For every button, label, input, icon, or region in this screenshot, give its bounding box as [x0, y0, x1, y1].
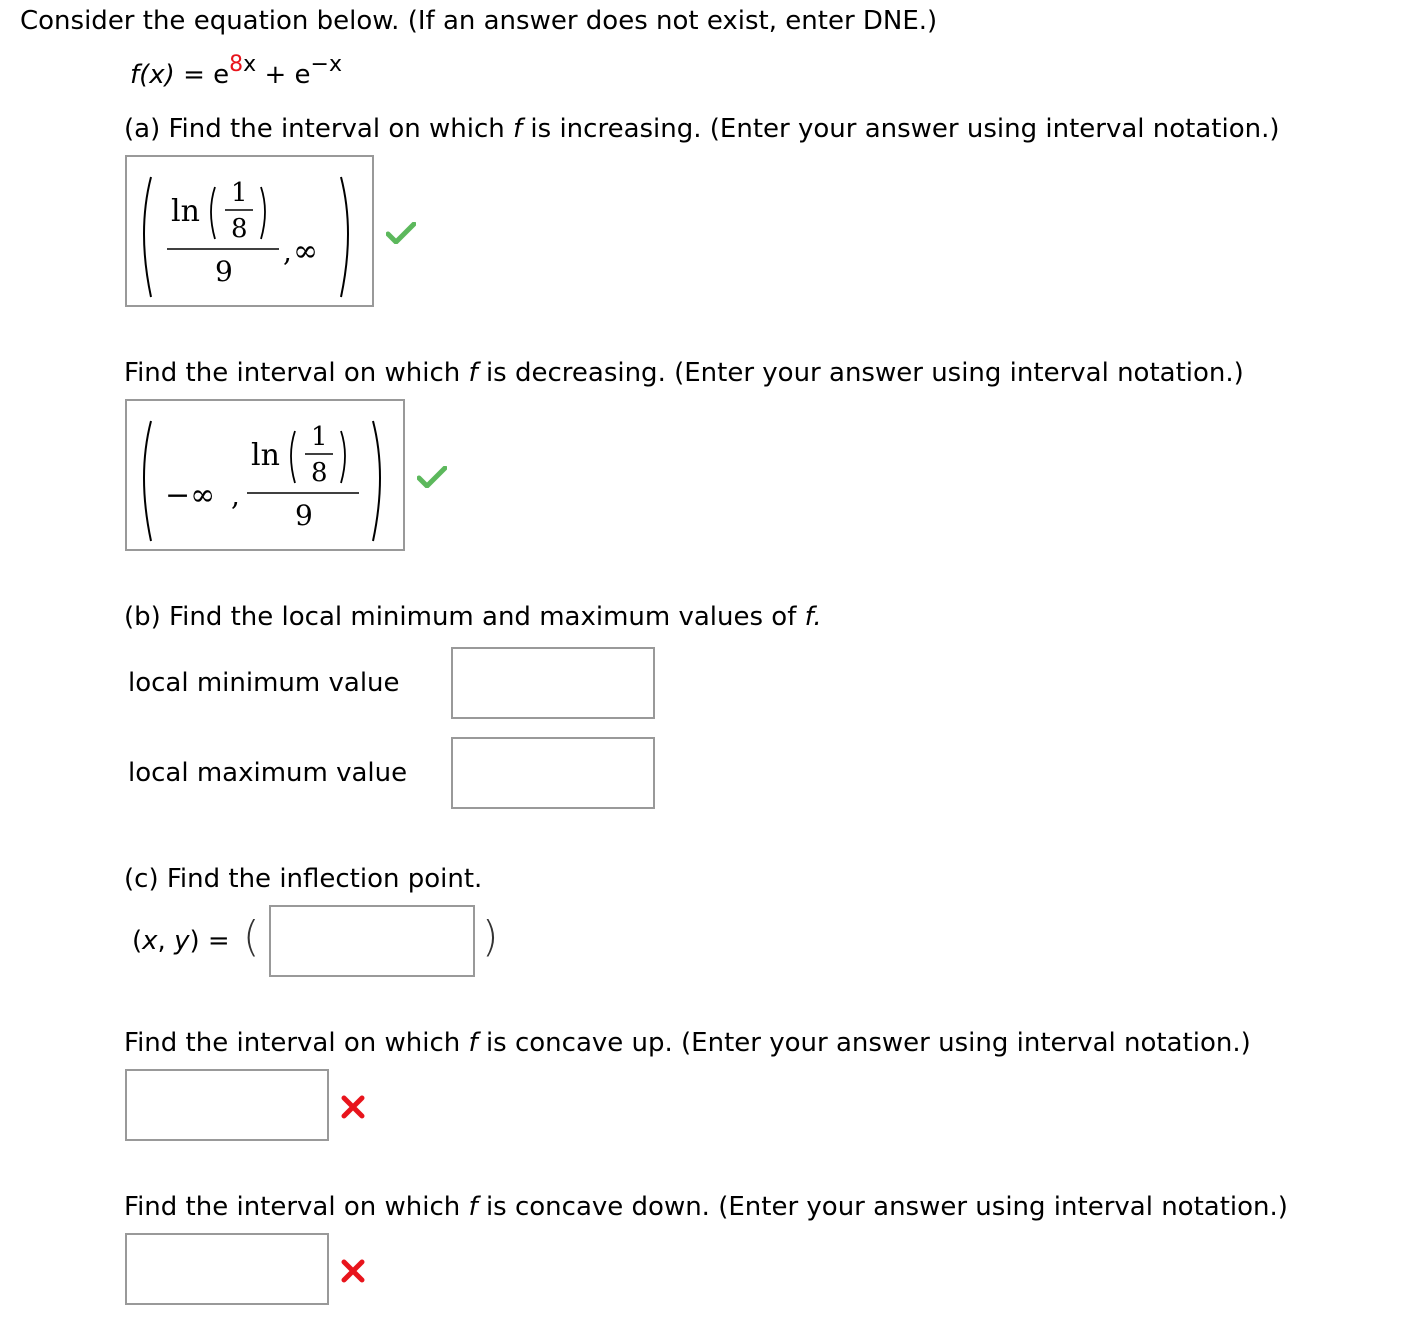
inflection-point-input[interactable] — [269, 905, 475, 977]
decreasing-prompt-label: Find the interval on which — [124, 358, 461, 388]
equation-plus: + — [264, 60, 287, 90]
point-label-x: x — [142, 926, 158, 956]
increasing-prompt — [124, 114, 1279, 144]
decreasing-ln: ln — [251, 438, 280, 473]
increasing-prompt-label: (a) Find the interval on which — [124, 114, 505, 144]
concave-up-prompt-var: f — [468, 1028, 478, 1058]
point-label-open: ( — [132, 926, 143, 956]
part-b-prompt-label: (b) Find the local minimum and maximum values of — [124, 602, 797, 632]
part-b-prompt — [124, 602, 822, 632]
decreasing-denominator: 9 — [295, 499, 313, 532]
local-min-input[interactable] — [451, 647, 655, 719]
equation-eq: = — [183, 60, 205, 90]
increasing-infinity: ∞ — [293, 234, 318, 269]
point-label-eq: = — [207, 926, 230, 956]
increasing-prompt-rest: is increasing. (Enter your answer using interval notation.) — [530, 114, 1280, 144]
increasing-prompt-var: f — [513, 114, 523, 144]
increasing-frac-den: 8 — [231, 214, 248, 244]
part-c-prompt: (c) Find the inflection point. — [124, 864, 483, 894]
decreasing-check-icon — [417, 466, 447, 488]
increasing-answer-box[interactable] — [125, 155, 374, 307]
increasing-comma: , — [283, 235, 292, 268]
inflection-paren-open: ( — [243, 912, 260, 961]
concave-down-prompt — [124, 1192, 1288, 1222]
intro-text: Consider the equation below. (If an answer does not exist, enter DNE.) — [20, 6, 938, 36]
point-label-sep: , — [157, 926, 166, 956]
increasing-check-icon — [386, 222, 416, 244]
point-label-close: ) — [189, 926, 200, 956]
local-max-input[interactable] — [451, 737, 655, 809]
decreasing-prompt — [124, 358, 1244, 388]
equation — [130, 52, 342, 90]
concave-down-x-icon — [340, 1258, 366, 1284]
point-label-y: y — [174, 926, 190, 956]
part-b-prompt-var: f. — [804, 602, 822, 632]
concave-down-prompt-var: f — [468, 1192, 478, 1222]
decreasing-frac-den: 8 — [311, 458, 328, 488]
equation-exp2: −x — [310, 52, 342, 77]
increasing-frac-num: 1 — [231, 178, 248, 208]
equation-exp1-coef: 8 — [229, 52, 244, 77]
increasing-denominator: 9 — [215, 255, 233, 288]
inflection-paren-close: ) — [482, 912, 499, 961]
equation-exp1-var: x — [243, 52, 257, 77]
increasing-answer-formula — [127, 157, 372, 305]
concave-up-x-icon — [340, 1094, 366, 1120]
concave-down-input[interactable] — [125, 1233, 329, 1305]
decreasing-answer-box[interactable] — [125, 399, 405, 551]
concave-up-prompt — [124, 1028, 1251, 1058]
decreasing-neg-infinity: −∞ — [165, 478, 216, 513]
equation-e2: e — [294, 60, 311, 90]
concave-down-prompt-rest: is concave down. (Enter your answer using interval notation.) — [485, 1192, 1288, 1222]
local-max-label: local maximum value — [128, 758, 408, 788]
concave-up-prompt-label: Find the interval on which — [124, 1028, 461, 1058]
inflection-point-label — [132, 926, 230, 956]
increasing-ln: ln — [171, 194, 200, 229]
decreasing-answer-formula — [127, 401, 403, 549]
equation-e1: e — [213, 60, 230, 90]
decreasing-prompt-rest: is decreasing. (Enter your answer using interval notation.) — [485, 358, 1244, 388]
equation-lhs: f(x) — [130, 60, 175, 90]
concave-up-input[interactable] — [125, 1069, 329, 1141]
concave-down-prompt-label: Find the interval on which — [124, 1192, 461, 1222]
decreasing-frac-num: 1 — [311, 422, 328, 452]
concave-up-prompt-rest: is concave up. (Enter your answer using interval notation.) — [485, 1028, 1251, 1058]
local-min-label: local minimum value — [128, 668, 400, 698]
decreasing-comma: , — [231, 479, 240, 512]
decreasing-prompt-var: f — [468, 358, 478, 388]
